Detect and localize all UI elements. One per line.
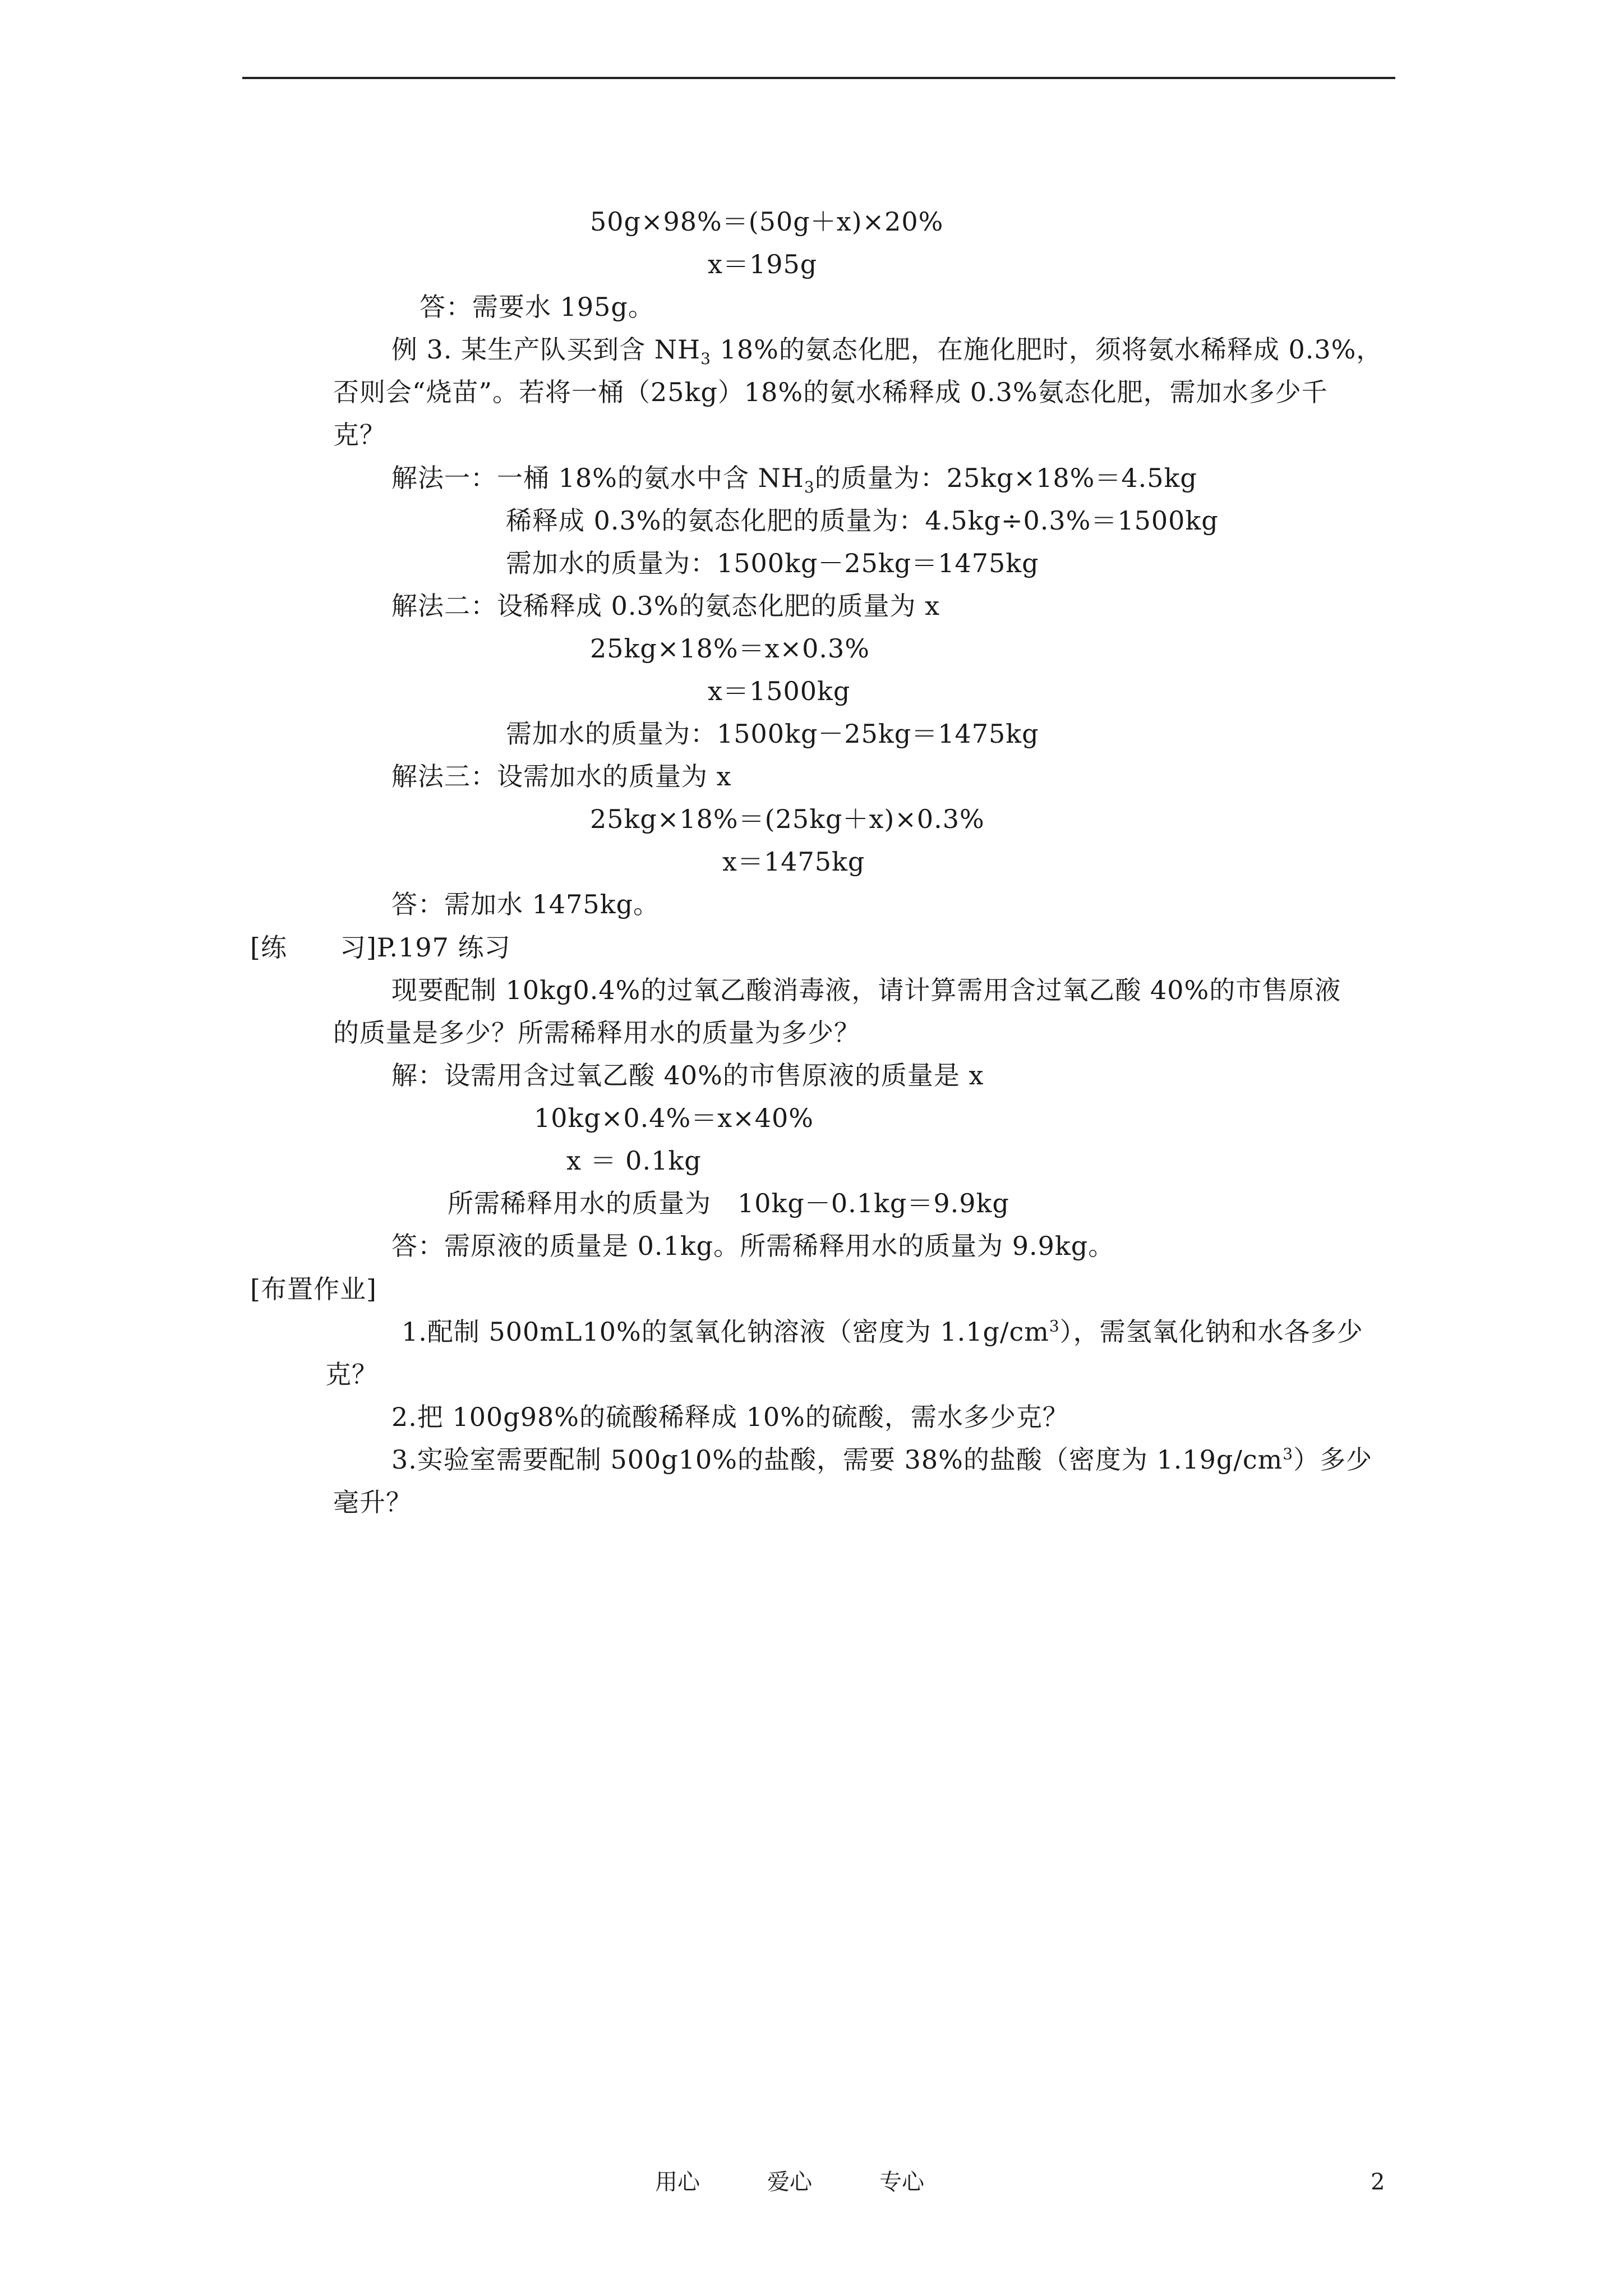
- practice-answer: 答：需原液的质量是 0.1kg。所需稀释用水的质量为 9.9kg。: [391, 1231, 1115, 1261]
- homework-1-line-1: [402, 1315, 1363, 1349]
- text: ）多少: [1293, 1444, 1373, 1475]
- method-1-line-1: [391, 461, 1197, 495]
- practice-line-1: 现要配制 10kg0.4%的过氧乙酸消毒液，请计算需用含过氧乙酸 40%的市售原液: [391, 975, 1341, 1005]
- text: 解法一：一桶 18%的氨水中含 NH: [391, 463, 804, 493]
- homework-3-line-1: [391, 1443, 1372, 1476]
- text: 的质量为：25kg×18%＝4.5kg: [814, 463, 1197, 493]
- homework-1-line-2: 克？: [325, 1359, 378, 1389]
- method-2-line-1: 解法二：设稀释成 0.3%的氨态化肥的质量为 x: [391, 591, 940, 621]
- method-3-equation: 25kg×18%＝(25kg＋x)×0.3%: [590, 804, 985, 834]
- method-3-result: x＝1475kg: [722, 846, 865, 877]
- method-2-result: x＝1500kg: [708, 676, 851, 706]
- subscript: 3: [804, 478, 815, 497]
- answer-line: 答：需加水 1475kg。: [391, 889, 660, 919]
- subscript: 3: [700, 349, 711, 369]
- text: 例 3. 某生产队买到含 NH: [391, 334, 701, 365]
- homework-3-line-2: 毫升？: [333, 1487, 412, 1517]
- superscript: 3: [1283, 1444, 1294, 1464]
- example-3-line-3: 克？: [333, 420, 386, 450]
- practice-result: x ＝ 0.1kg: [566, 1145, 702, 1176]
- footer-motto-3: 专心: [879, 2169, 924, 2195]
- text: 1.配制 500mL10%的氢氧化钠溶液（密度为 1.1g/cm: [402, 1317, 1049, 1347]
- answer-line: 答：需要水 195g。: [419, 292, 654, 322]
- method-2-line-4: 需加水的质量为：1500kg－25kg＝1475kg: [506, 719, 1039, 749]
- method-1-line-3: 需加水的质量为：1500kg－25kg＝1475kg: [506, 548, 1039, 578]
- practice-solution-2: 所需稀释用水的质量为 10kg－0.1kg＝9.9kg: [448, 1188, 1009, 1218]
- superscript: 3: [1049, 1317, 1060, 1336]
- footer-motto-2: 爱心: [767, 2169, 812, 2195]
- method-3-line-1: 解法三：设需加水的质量为 x: [391, 761, 732, 792]
- homework-heading: [布置作业]: [250, 1274, 377, 1304]
- method-2-equation: 25kg×18%＝x×0.3%: [590, 633, 870, 664]
- equation-result: x＝195g: [708, 249, 818, 279]
- footer-motto-1: 用心: [655, 2169, 700, 2195]
- text: 18%的氨态化肥，在施化肥时，须将氨水稀释成 0.3%，: [711, 334, 1383, 365]
- header-rule: [242, 77, 1395, 79]
- text: 3.实验室需要配制 500g10%的盐酸，需要 38%的盐酸（密度为 1.19g/cm: [391, 1444, 1283, 1475]
- example-3-line-2: 否则会“烧苗”。若将一桶（25kg）18%的氨水稀释成 0.3%氨态化肥，需加水多少千: [333, 377, 1328, 407]
- practice-equation: 10kg×0.4%＝x×40%: [534, 1103, 814, 1133]
- practice-heading: [练 习]P.197 练习: [250, 932, 511, 963]
- equation-line: 50g×98%＝(50g＋x)×20%: [590, 206, 944, 237]
- text: ），需氢氧化钠和水各多少: [1059, 1317, 1363, 1347]
- method-1-line-2: 稀释成 0.3%的氨态化肥的质量为：4.5kg÷0.3%＝1500kg: [506, 505, 1219, 536]
- example-3-line-1: [391, 333, 1383, 369]
- page-number: 2: [1371, 2169, 1385, 2195]
- homework-2: 2.把 100g98%的硫酸稀释成 10%的硫酸，需水多少克？: [391, 1402, 1069, 1432]
- practice-line-2: 的质量是多少？所需稀释用水的质量为多少？: [333, 1018, 860, 1048]
- practice-solution-1: 解：设需用含过氧乙酸 40%的市售原液的质量是 x: [391, 1060, 984, 1091]
